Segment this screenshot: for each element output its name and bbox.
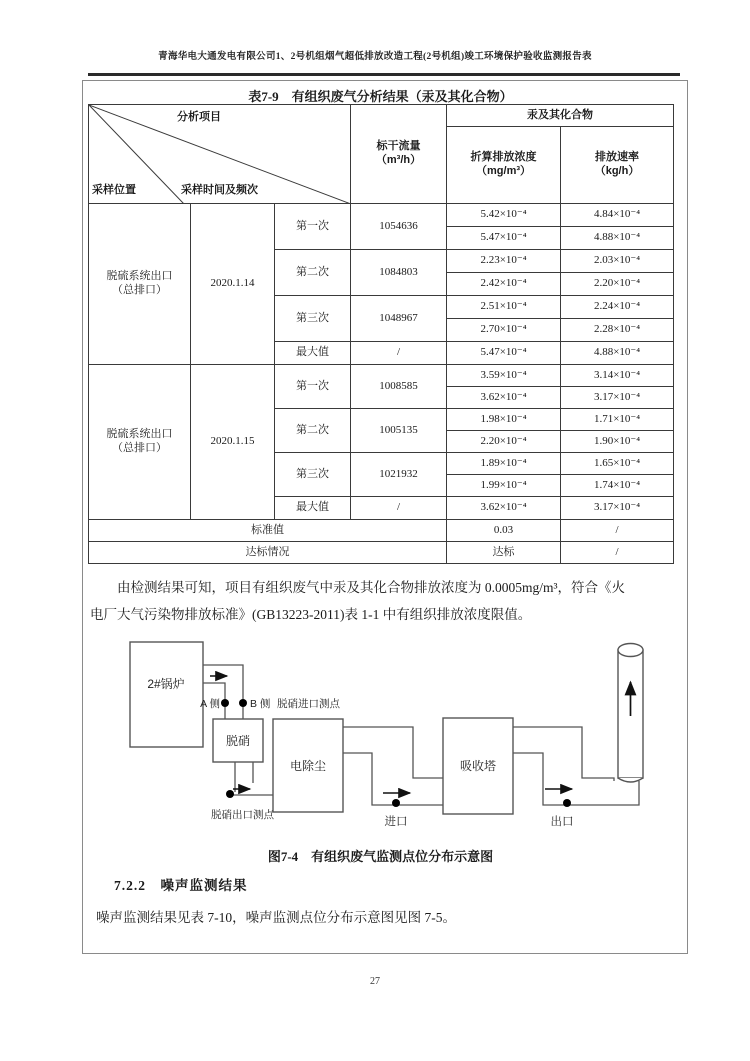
flow-label: 标干流量: [376, 140, 421, 153]
equipment-boxes: [130, 642, 643, 814]
page-header: 青海华电大通发电有限公司1、2号机组烟气超低排放改造工程(2号机组)竣工环境保护验收监测报告表: [158, 52, 592, 62]
conc-value: 1.89×10⁻⁴: [447, 453, 561, 475]
conc-value: 5.47×10⁻⁴: [447, 227, 561, 250]
rate-value: 1.90×10⁻⁴: [561, 431, 674, 453]
run-label: 第二次: [275, 409, 351, 453]
conc-value: 2.23×10⁻⁴: [447, 250, 561, 273]
rate-unit: （kg/h）: [594, 165, 640, 177]
tower-label: 吸收塔: [459, 759, 497, 773]
flow-value: 1048967: [351, 296, 447, 342]
page-number: 27: [370, 976, 380, 987]
max-flow: /: [351, 497, 447, 520]
max-rate: 4.88×10⁻⁴: [561, 342, 674, 365]
rate-value: 1.74×10⁻⁴: [561, 475, 674, 497]
rate-value: 2.03×10⁻⁴: [561, 250, 674, 273]
rate-value: 2.28×10⁻⁴: [561, 319, 674, 342]
location-line2: （总排口）: [112, 284, 167, 296]
header-sample-time: 采样时间及频次: [181, 184, 258, 197]
location-line1: 脱硫系统出口: [106, 270, 173, 283]
side-b-label: B 侧: [250, 698, 271, 710]
process-flow-diagram: [100, 632, 660, 832]
denit-outlet-point-label: 脱硝出口测点: [211, 809, 274, 821]
compliance-label: 达标情况: [89, 542, 447, 564]
diagonal-header-cell: [89, 105, 351, 204]
conc-value: 2.51×10⁻⁴: [447, 296, 561, 319]
header-sample-location: 采样位置: [92, 184, 136, 197]
table-row: [89, 204, 674, 227]
conc-label: 折算排放浓度: [470, 151, 537, 164]
conclusion-line2: 电厂大气污染物排放标准》(GB13223-2011)表 1-1 中有组织排放浓度限值。: [90, 607, 532, 622]
figure-caption: 图7-4 有组织废气监测点位分布示意图: [267, 849, 494, 864]
stack-top: [618, 644, 643, 657]
max-conc: 3.62×10⁻⁴: [447, 497, 561, 520]
conc-value: 1.98×10⁻⁴: [447, 409, 561, 431]
standard-conc: 0.03: [447, 520, 561, 542]
location-cell: [89, 365, 191, 520]
run-label: 第二次: [275, 250, 351, 296]
rate-value: 3.17×10⁻⁴: [561, 387, 674, 409]
max-label: 最大值: [275, 342, 351, 365]
section-body-text: 噪声监测结果见表 7-10，噪声监测点位分布示意图见图 7-5。: [96, 910, 456, 925]
compliance-row: [89, 542, 674, 564]
flow-value: 1005135: [351, 409, 447, 453]
run-label: 第一次: [275, 204, 351, 250]
run-label: 第一次: [275, 365, 351, 409]
max-conc: 5.47×10⁻⁴: [447, 342, 561, 365]
location-line1: 脱硫系统出口: [106, 428, 173, 441]
esp-label: 电除尘: [289, 759, 327, 773]
outlet-label: 出口: [550, 816, 574, 828]
max-flow: /: [351, 342, 447, 365]
standard-rate: /: [561, 520, 674, 542]
table-row: [89, 365, 674, 387]
conc-value: 1.99×10⁻⁴: [447, 475, 561, 497]
conclusion-paragraph: [90, 574, 684, 628]
location-cell: [89, 204, 191, 365]
header-rule: [88, 73, 680, 76]
header-conc-cell: [447, 127, 561, 204]
side-a-label: A 侧: [200, 698, 220, 710]
compliance-rate: /: [561, 542, 674, 564]
run-label: 第三次: [275, 296, 351, 342]
conc-value: 2.42×10⁻⁴: [447, 273, 561, 296]
standard-row: [89, 520, 674, 542]
rate-value: 1.71×10⁻⁴: [561, 409, 674, 431]
date-cell: 2020.1.14: [191, 204, 275, 365]
inlet-label: 进口: [384, 816, 408, 828]
pipes: [203, 665, 639, 805]
rate-value: 2.24×10⁻⁴: [561, 296, 674, 319]
conc-value: 2.70×10⁻⁴: [447, 319, 561, 342]
conc-unit: （mg/m³）: [476, 165, 532, 177]
rate-value: 4.84×10⁻⁴: [561, 204, 674, 227]
compliance-conc: 达标: [447, 542, 561, 564]
rate-value: 4.88×10⁻⁴: [561, 227, 674, 250]
conc-value: 2.20×10⁻⁴: [447, 431, 561, 453]
rate-value: 2.20×10⁻⁴: [561, 273, 674, 296]
conclusion-line1: 由检测结果可知，项目有组织废气中汞及其化合物排放浓度为 0.0005mg/m³，符合《火: [117, 580, 626, 595]
location-line2: （总排口）: [112, 442, 167, 454]
flow-arrows: [210, 676, 572, 793]
max-label: 最大值: [275, 497, 351, 520]
rate-label: 排放速率: [595, 151, 640, 164]
run-label: 第三次: [275, 453, 351, 497]
conc-value: 3.59×10⁻⁴: [447, 365, 561, 387]
date-cell: 2020.1.15: [191, 365, 275, 520]
table-title: 表7-9 有组织废气分析结果（汞及其化合物）: [248, 89, 513, 104]
max-rate: 3.17×10⁻⁴: [561, 497, 674, 520]
header-group-cell: 汞及其化合物: [447, 105, 674, 127]
flow-unit: （m³/h）: [375, 154, 422, 166]
conc-value: 3.62×10⁻⁴: [447, 387, 561, 409]
flow-value: 1084803: [351, 250, 447, 296]
rate-value: 3.14×10⁻⁴: [561, 365, 674, 387]
table-header-row: [89, 105, 674, 127]
boiler-label: 2#锅炉: [147, 677, 185, 691]
flow-value: 1008585: [351, 365, 447, 409]
section-heading: 7.2.2 噪声监测结果: [114, 878, 248, 893]
header-rate-cell: [561, 127, 674, 204]
boiler-box: [130, 642, 203, 747]
denitration-label: 脱硝: [225, 734, 251, 748]
rate-value: 1.65×10⁻⁴: [561, 453, 674, 475]
conc-value: 5.42×10⁻⁴: [447, 204, 561, 227]
flow-value: 1054636: [351, 204, 447, 250]
denit-inlet-point-label: 脱硝进口测点: [277, 698, 340, 710]
emission-table: [88, 104, 674, 564]
standard-label: 标准值: [89, 520, 447, 542]
flow-value: 1021932: [351, 453, 447, 497]
header-flow-cell: [351, 105, 447, 204]
header-analysis-item: 分析项目: [177, 111, 221, 123]
